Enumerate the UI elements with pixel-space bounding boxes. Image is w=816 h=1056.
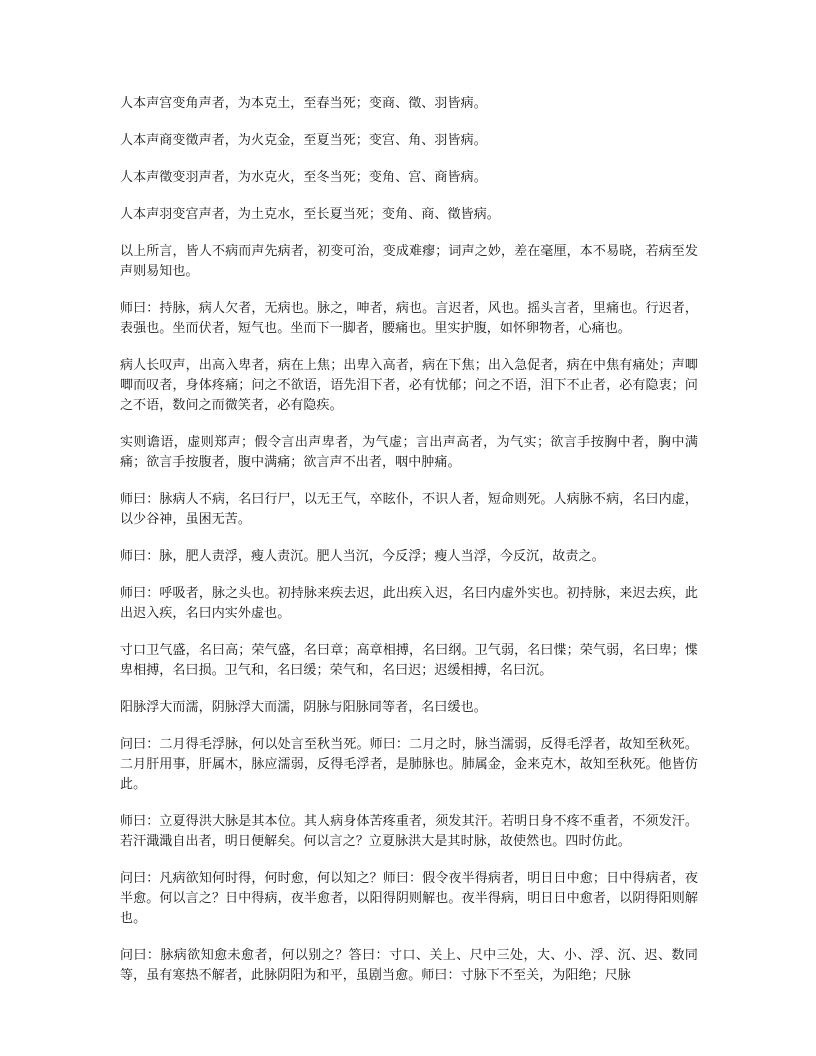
paragraph-12: 寸口卫气盛，名曰高；荣气盛，名曰章；高章相搏，名曰纲。卫气弱，名曰惵；荣气弱，名曰卑；惵卑相搏，名曰损。卫气和，名曰缓；荣气和，名曰迟；迟缓相搏，名曰沉。 (120, 643, 698, 678)
paragraph-11: 师曰：呼吸者，脉之头也。初持脉来疾去迟，此出疾入迟，名曰内虚外实也。初持脉，来迟去疾，此出迟入疾，名曰内实外虚也。 (120, 586, 698, 621)
paragraph-6: 师曰：持脉，病人欠者，无病也。脉之，呻者，病也。言迟者，风也。摇头言者，里痛也。行迟者，表强也。坐而伏者，短气也。坐而下一脚者，腰痛也。里实护腹，如怀卵物者，心痛也。 (120, 301, 698, 336)
paragraph-1: 人本声宫变角声者，为本克土，至春当死；变商、徵、羽皆病。 (120, 96, 487, 111)
paragraph-4: 人本声羽变宫声者，为土克水，至长夏当死；变角、商、徵皆病。 (120, 207, 500, 222)
paragraph-7: 病人长叹声，出高入卑者，病在上焦；出卑入高者，病在下焦；出入急促者，病在中焦有痛处；声唧唧而叹者，身体疼痛；问之不欲语，语先泪下者，必有忧郁；问之不语，泪下不止者，必有隐衷；问之不语，数问之而微笑者，必有隐疾。 (120, 358, 698, 413)
paragraph-13: 阳脉浮大而濡，阴脉浮大而濡，阴脉与阳脉同等者，名曰缓也。 (120, 700, 487, 715)
document-page (120, 94, 698, 1003)
paragraph-5: 以上所言，皆人不病而声先病者，初变可治，变成难瘳；词声之妙，差在毫厘，本不易晓，若病至发声则易知也。 (120, 244, 698, 279)
paragraph-8: 实则谵语，虚则郑声；假令言出声卑者，为气虚；言出声高者，为气实；欲言手按胸中者，胸中满痛；欲言手按腹者，腹中满痛；欲言声不出者，咽中肿痛。 (120, 435, 698, 470)
paragraph-16: 问曰：凡病欲知何时得，何时愈，何以知之？师曰：假令夜半得病者，明日日中愈；日中得病者，夜半愈。何以言之？日中得病，夜半愈者，以阳得阴则解也。夜半得病，明日日中愈者，以阴得阳则解也。 (120, 871, 698, 926)
paragraph-3: 人本声徵变羽声者，为水克火，至冬当死；变角、宫、商皆病。 (120, 170, 487, 185)
paragraph-2: 人本声商变徵声者，为火克金，至夏当死；变宫、角、羽皆病。 (120, 133, 487, 148)
paragraph-9: 师曰：脉病人不病，名曰行尸，以无王气，卒眩仆，不识人者，短命则死。人病脉不病，名曰内虚，以少谷神，虽困无苦。 (120, 492, 698, 527)
paragraph-10: 师曰：脉，肥人责浮，瘦人责沉。肥人当沉，今反浮；瘦人当浮，今反沉，故责之。 (120, 549, 605, 564)
paragraph-15: 师曰：立夏得洪大脉是其本位。其人病身体苦疼重者，须发其汗。若明日身不疼不重者，不须发汗。若汗濈濈自出者，明日便解矣。何以言之？立夏脉洪大是其时脉，故使然也。四时仿此。 (120, 814, 698, 849)
paragraph-14: 问曰：二月得毛浮脉，何以处言至秋当死。师曰：二月之时，脉当濡弱，反得毛浮者，故知至秋死。二月肝用事，肝属木，脉应濡弱，反得毛浮者，是肺脉也。肺属金，金来克木，故知至秋死。他皆仿此。 (120, 737, 698, 792)
paragraph-17: 问曰：脉病欲知愈未愈者，何以别之？答曰：寸口、关上、尺中三处，大、小、浮、沉、迟、数同等，虽有寒热不解者，此脉阴阳为和平，虽剧当愈。师曰：寸脉下不至关，为阳绝；尺脉 (120, 948, 698, 983)
